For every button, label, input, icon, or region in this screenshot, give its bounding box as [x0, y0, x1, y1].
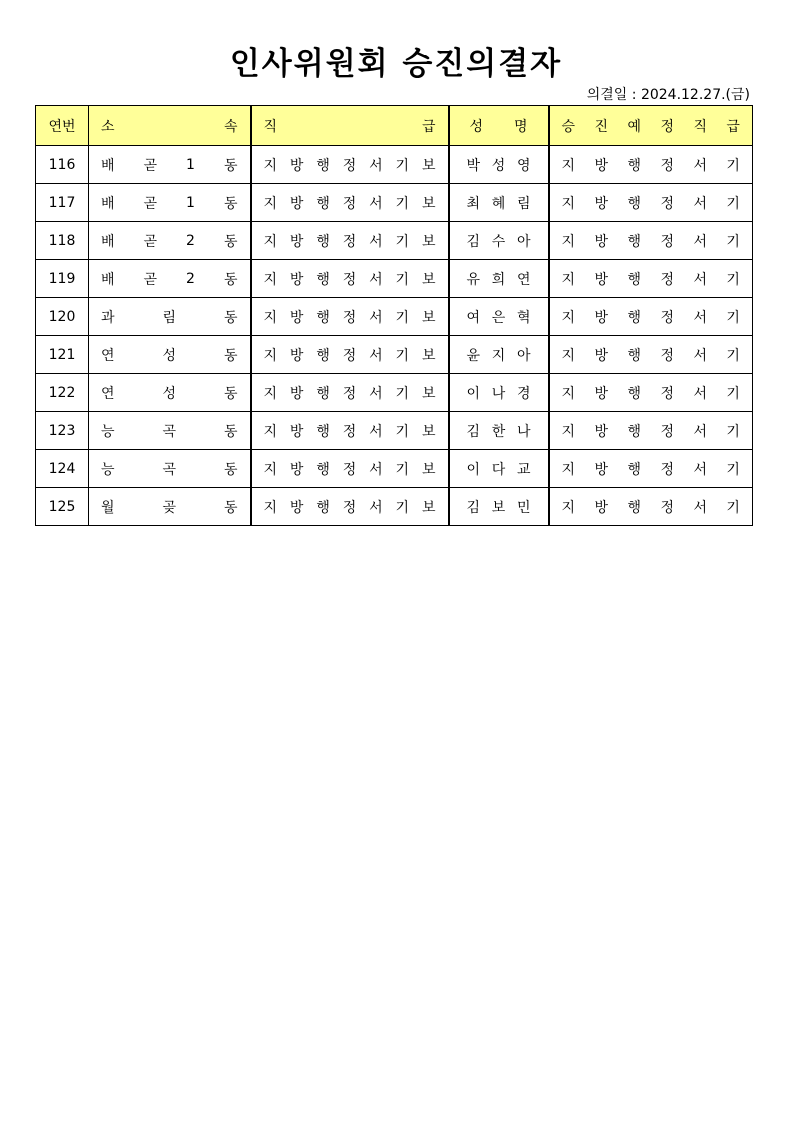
- row-name-char: 한: [491, 423, 506, 440]
- row-dept-char: 동: [223, 385, 238, 402]
- row-dept: [89, 146, 251, 184]
- row-name-char: 혁: [516, 309, 531, 326]
- row-name-char: 영: [516, 157, 531, 174]
- row-grade-char: 행: [316, 385, 330, 402]
- row-name-char: 연: [516, 271, 531, 288]
- row-promo-char: 기: [726, 195, 740, 212]
- row-grade-char: 방: [289, 461, 304, 478]
- row-grade: [251, 298, 449, 336]
- row-grade-char: 보: [421, 499, 436, 516]
- row-promo-char: 행: [627, 461, 641, 478]
- row-name-char: 보: [491, 499, 506, 516]
- row-number: 118: [36, 222, 89, 260]
- row-promo-char: 지: [561, 157, 576, 174]
- row-grade-char: 정: [342, 271, 357, 288]
- row-promo-char: 방: [594, 423, 609, 440]
- row-promo-char: 기: [726, 423, 740, 440]
- row-promo: [549, 336, 753, 374]
- row-promo-char: 서: [693, 195, 707, 212]
- row-name-char: 김: [466, 499, 481, 516]
- row-promo-char: 서: [693, 347, 707, 364]
- row-dept-char: 림: [162, 309, 177, 326]
- row-dept-char: 동: [223, 271, 238, 288]
- row-dept: [89, 298, 251, 336]
- row-grade-char: 기: [395, 271, 410, 288]
- row-promo: [549, 412, 753, 450]
- row-grade-char: 행: [316, 195, 330, 212]
- row-number: 119: [36, 260, 89, 298]
- row-name: [449, 450, 549, 488]
- row-dept-char: 동: [223, 499, 238, 516]
- row-grade-char: 기: [395, 499, 410, 516]
- row-name-char: 경: [516, 385, 531, 402]
- row-name-char: 이: [466, 461, 481, 478]
- row-promo-char: 기: [726, 271, 740, 288]
- row-promo-char: 정: [660, 157, 674, 174]
- row-promo-char: 지: [561, 233, 576, 250]
- row-dept-char: 동: [223, 461, 238, 478]
- row-name-char: 나: [491, 385, 506, 402]
- row-name-char: 성: [491, 157, 506, 174]
- promotion-table: [35, 105, 753, 526]
- row-name-char: 김: [466, 233, 481, 250]
- row-dept-char: 연: [101, 385, 115, 402]
- row-promo-char: 기: [726, 347, 740, 364]
- row-dept: [89, 374, 251, 412]
- row-promo: [549, 222, 753, 260]
- table-row: [36, 222, 753, 260]
- row-dept-char: 동: [223, 423, 238, 440]
- row-grade-char: 지: [263, 309, 278, 326]
- row-grade-char: 지: [263, 271, 278, 288]
- table-row: [36, 374, 753, 412]
- header-dept-char: 소: [101, 118, 115, 135]
- row-dept-char: 과: [101, 309, 115, 326]
- row-dept-char: 성: [162, 347, 177, 364]
- row-dept: [89, 260, 251, 298]
- row-dept-char: 곧: [143, 195, 158, 212]
- row-grade-char: 기: [395, 461, 410, 478]
- row-dept-char: 곶: [162, 499, 177, 516]
- header-grade: [251, 106, 449, 146]
- row-grade-char: 서: [369, 347, 383, 364]
- row-name-char: 아: [516, 233, 531, 250]
- row-promo-char: 정: [660, 499, 674, 516]
- row-name-char: 이: [466, 385, 481, 402]
- row-grade-char: 보: [421, 385, 436, 402]
- row-promo-char: 방: [594, 195, 609, 212]
- row-grade-char: 정: [342, 233, 357, 250]
- row-promo-char: 서: [693, 499, 707, 516]
- row-grade-char: 행: [316, 423, 330, 440]
- row-grade: [251, 184, 449, 222]
- row-grade-char: 서: [369, 195, 383, 212]
- row-promo-char: 서: [693, 157, 707, 174]
- header-promo-char: 승: [561, 118, 576, 135]
- row-dept-char: 배: [101, 157, 115, 174]
- row-grade-char: 지: [263, 195, 278, 212]
- row-grade-char: 행: [316, 499, 330, 516]
- row-dept: [89, 184, 251, 222]
- row-promo: [549, 374, 753, 412]
- header-name: [449, 106, 549, 146]
- row-promo-char: 정: [660, 347, 674, 364]
- row-dept-char: 동: [223, 233, 238, 250]
- row-dept: [89, 450, 251, 488]
- row-name: [449, 374, 549, 412]
- row-promo-char: 방: [594, 157, 609, 174]
- row-grade-char: 방: [289, 385, 304, 402]
- row-grade-char: 보: [421, 233, 436, 250]
- row-grade-char: 정: [342, 157, 357, 174]
- row-grade-char: 서: [369, 233, 383, 250]
- row-dept-char: 능: [101, 461, 115, 478]
- row-name-char: 나: [516, 423, 531, 440]
- row-name-char: 교: [516, 461, 531, 478]
- row-grade-char: 지: [263, 385, 278, 402]
- row-grade-char: 방: [289, 347, 304, 364]
- row-grade-char: 방: [289, 233, 304, 250]
- row-grade-char: 지: [263, 347, 278, 364]
- row-dept-char: 능: [101, 423, 115, 440]
- row-promo: [549, 146, 753, 184]
- row-name: [449, 488, 549, 526]
- row-promo-char: 지: [561, 461, 576, 478]
- row-grade-char: 서: [369, 385, 383, 402]
- row-promo-char: 방: [594, 233, 609, 250]
- row-name-char: 다: [491, 461, 506, 478]
- row-name-char: 지: [491, 347, 506, 364]
- row-dept-char: 1: [186, 156, 195, 173]
- row-dept-char: 동: [223, 347, 238, 364]
- row-dept-char: 동: [223, 309, 238, 326]
- row-grade-char: 보: [421, 195, 436, 212]
- row-dept-char: 배: [101, 195, 115, 212]
- row-grade-char: 기: [395, 385, 410, 402]
- row-number: 121: [36, 336, 89, 374]
- row-number: 124: [36, 450, 89, 488]
- row-dept-char: 성: [162, 385, 177, 402]
- row-promo-char: 기: [726, 157, 740, 174]
- row-grade-char: 서: [369, 157, 383, 174]
- row-promo-char: 행: [627, 309, 641, 326]
- row-grade-char: 정: [342, 347, 357, 364]
- row-grade-char: 지: [263, 423, 278, 440]
- table-row: [36, 450, 753, 488]
- row-grade-char: 정: [342, 195, 357, 212]
- header-dept-char: 속: [223, 118, 238, 135]
- row-grade-char: 보: [421, 157, 436, 174]
- row-promo-char: 정: [660, 271, 674, 288]
- row-grade-char: 행: [316, 461, 330, 478]
- row-name-char: 박: [466, 157, 481, 174]
- row-grade-char: 정: [342, 499, 357, 516]
- row-grade-char: 서: [369, 423, 383, 440]
- row-name-char: 민: [516, 499, 531, 516]
- row-promo-char: 정: [660, 233, 674, 250]
- row-promo-char: 행: [627, 385, 641, 402]
- row-name: [449, 146, 549, 184]
- row-promo-char: 행: [627, 347, 641, 364]
- table-header-row: [36, 106, 753, 146]
- row-number: 125: [36, 488, 89, 526]
- row-grade-char: 기: [395, 233, 410, 250]
- row-promo-char: 지: [561, 499, 576, 516]
- row-name-char: 은: [491, 309, 506, 326]
- row-grade-char: 보: [421, 309, 436, 326]
- row-promo-char: 서: [693, 385, 707, 402]
- table-row: [36, 336, 753, 374]
- row-grade-char: 방: [289, 157, 304, 174]
- row-dept-char: 곧: [143, 271, 158, 288]
- row-promo: [549, 450, 753, 488]
- row-promo-char: 기: [726, 499, 740, 516]
- table-row: [36, 184, 753, 222]
- row-dept-char: 월: [101, 499, 115, 516]
- row-dept-char: 곧: [143, 233, 158, 250]
- row-dept-char: 곡: [162, 423, 177, 440]
- row-promo-char: 행: [627, 499, 641, 516]
- row-name: [449, 222, 549, 260]
- row-grade-char: 행: [316, 309, 330, 326]
- row-grade: [251, 412, 449, 450]
- row-name: [449, 298, 549, 336]
- row-grade-char: 방: [289, 423, 304, 440]
- row-promo: [549, 260, 753, 298]
- table-row: [36, 260, 753, 298]
- row-promo-char: 방: [594, 385, 609, 402]
- row-name: [449, 260, 549, 298]
- row-promo-char: 방: [594, 309, 609, 326]
- row-grade-char: 기: [395, 309, 410, 326]
- row-grade-char: 지: [263, 499, 278, 516]
- row-promo-char: 서: [693, 233, 707, 250]
- row-number: 116: [36, 146, 89, 184]
- row-promo-char: 행: [627, 233, 641, 250]
- row-promo-char: 기: [726, 385, 740, 402]
- row-grade-char: 서: [369, 271, 383, 288]
- row-dept-char: 동: [223, 157, 238, 174]
- row-grade-char: 기: [395, 195, 410, 212]
- row-promo-char: 행: [627, 157, 641, 174]
- row-grade: [251, 488, 449, 526]
- row-grade-char: 서: [369, 309, 383, 326]
- row-grade-char: 행: [316, 157, 330, 174]
- row-promo-char: 정: [660, 195, 674, 212]
- row-grade-char: 지: [263, 233, 278, 250]
- header-name-char: 명: [513, 118, 528, 135]
- row-promo-char: 정: [660, 385, 674, 402]
- row-promo-char: 지: [561, 347, 576, 364]
- row-name: [449, 184, 549, 222]
- header-dept: [89, 106, 251, 146]
- row-name-char: 림: [516, 195, 531, 212]
- row-promo: [549, 488, 753, 526]
- row-grade-char: 행: [316, 271, 330, 288]
- row-name-char: 최: [466, 195, 481, 212]
- row-grade-char: 보: [421, 461, 436, 478]
- row-grade: [251, 450, 449, 488]
- row-grade-char: 방: [289, 271, 304, 288]
- row-grade-char: 서: [369, 461, 383, 478]
- table-row: [36, 412, 753, 450]
- header-promo-char: 진: [594, 118, 609, 135]
- row-dept-char: 연: [101, 347, 115, 364]
- row-promo-char: 기: [726, 309, 740, 326]
- row-promo: [549, 184, 753, 222]
- header-promo: [549, 106, 753, 146]
- header-grade-char: 급: [421, 118, 436, 135]
- row-dept-char: 곧: [143, 157, 158, 174]
- table-row: [36, 146, 753, 184]
- row-dept-char: 배: [101, 233, 115, 250]
- row-grade-char: 서: [369, 499, 383, 516]
- row-grade-char: 정: [342, 309, 357, 326]
- row-promo-char: 서: [693, 309, 707, 326]
- row-grade-char: 행: [316, 233, 330, 250]
- row-name-char: 혜: [491, 195, 506, 212]
- row-grade-char: 행: [316, 347, 330, 364]
- row-grade: [251, 146, 449, 184]
- row-grade-char: 정: [342, 385, 357, 402]
- header-grade-char: 직: [263, 118, 278, 135]
- meeting-date: 의결일 : 2024.12.27.(금): [586, 87, 750, 103]
- table-body: [36, 146, 753, 526]
- row-dept-char: 배: [101, 271, 115, 288]
- row-number: 122: [36, 374, 89, 412]
- row-grade-char: 기: [395, 423, 410, 440]
- page-title: 인사위원회 승진의결자: [229, 46, 563, 82]
- row-name-char: 유: [466, 271, 481, 288]
- row-grade: [251, 374, 449, 412]
- row-grade-char: 방: [289, 499, 304, 516]
- row-promo: [549, 298, 753, 336]
- row-promo-char: 서: [693, 423, 707, 440]
- row-promo-char: 방: [594, 347, 609, 364]
- row-promo-char: 행: [627, 271, 641, 288]
- row-name-char: 여: [466, 309, 481, 326]
- row-name: [449, 412, 549, 450]
- row-dept: [89, 222, 251, 260]
- table-row: [36, 298, 753, 336]
- row-number: 117: [36, 184, 89, 222]
- row-grade-char: 지: [263, 157, 278, 174]
- row-dept-char: 2: [186, 232, 195, 249]
- row-grade-char: 방: [289, 195, 304, 212]
- row-number: 123: [36, 412, 89, 450]
- row-promo-char: 방: [594, 271, 609, 288]
- header-name-char: 성: [469, 118, 484, 135]
- header-promo-char: 급: [726, 118, 740, 135]
- row-grade-char: 정: [342, 423, 357, 440]
- row-promo-char: 지: [561, 385, 576, 402]
- row-name: [449, 336, 549, 374]
- row-grade-char: 지: [263, 461, 278, 478]
- row-name-char: 아: [516, 347, 531, 364]
- header-promo-char: 정: [660, 118, 674, 135]
- row-number: 120: [36, 298, 89, 336]
- row-promo-char: 지: [561, 423, 576, 440]
- row-grade-char: 보: [421, 423, 436, 440]
- row-name-char: 윤: [466, 347, 481, 364]
- row-dept-char: 1: [186, 194, 195, 211]
- row-promo-char: 기: [726, 461, 740, 478]
- row-promo-char: 행: [627, 423, 641, 440]
- row-dept: [89, 488, 251, 526]
- row-promo-char: 정: [660, 461, 674, 478]
- header-promo-char: 직: [693, 118, 707, 135]
- row-dept: [89, 336, 251, 374]
- row-promo-char: 정: [660, 423, 674, 440]
- row-name-char: 희: [491, 271, 506, 288]
- row-promo-char: 서: [693, 461, 707, 478]
- row-promo-char: 정: [660, 309, 674, 326]
- row-promo-char: 지: [561, 309, 576, 326]
- row-promo-char: 방: [594, 499, 609, 516]
- row-grade: [251, 260, 449, 298]
- row-grade: [251, 336, 449, 374]
- row-grade: [251, 222, 449, 260]
- table-row: [36, 488, 753, 526]
- row-promo-char: 지: [561, 195, 576, 212]
- row-dept-char: 동: [223, 195, 238, 212]
- row-name-char: 김: [466, 423, 481, 440]
- row-promo-char: 지: [561, 271, 576, 288]
- row-grade-char: 방: [289, 309, 304, 326]
- row-name-char: 수: [491, 233, 506, 250]
- row-grade-char: 정: [342, 461, 357, 478]
- row-grade-char: 기: [395, 347, 410, 364]
- row-dept-char: 2: [186, 270, 195, 287]
- row-grade-char: 보: [421, 271, 436, 288]
- header-promo-char: 예: [627, 118, 641, 135]
- row-promo-char: 서: [693, 271, 707, 288]
- header-no: 연번: [36, 106, 89, 146]
- row-grade-char: 기: [395, 157, 410, 174]
- row-dept-char: 곡: [162, 461, 177, 478]
- row-dept: [89, 412, 251, 450]
- row-promo-char: 행: [627, 195, 641, 212]
- row-promo-char: 방: [594, 461, 609, 478]
- row-grade-char: 보: [421, 347, 436, 364]
- row-promo-char: 기: [726, 233, 740, 250]
